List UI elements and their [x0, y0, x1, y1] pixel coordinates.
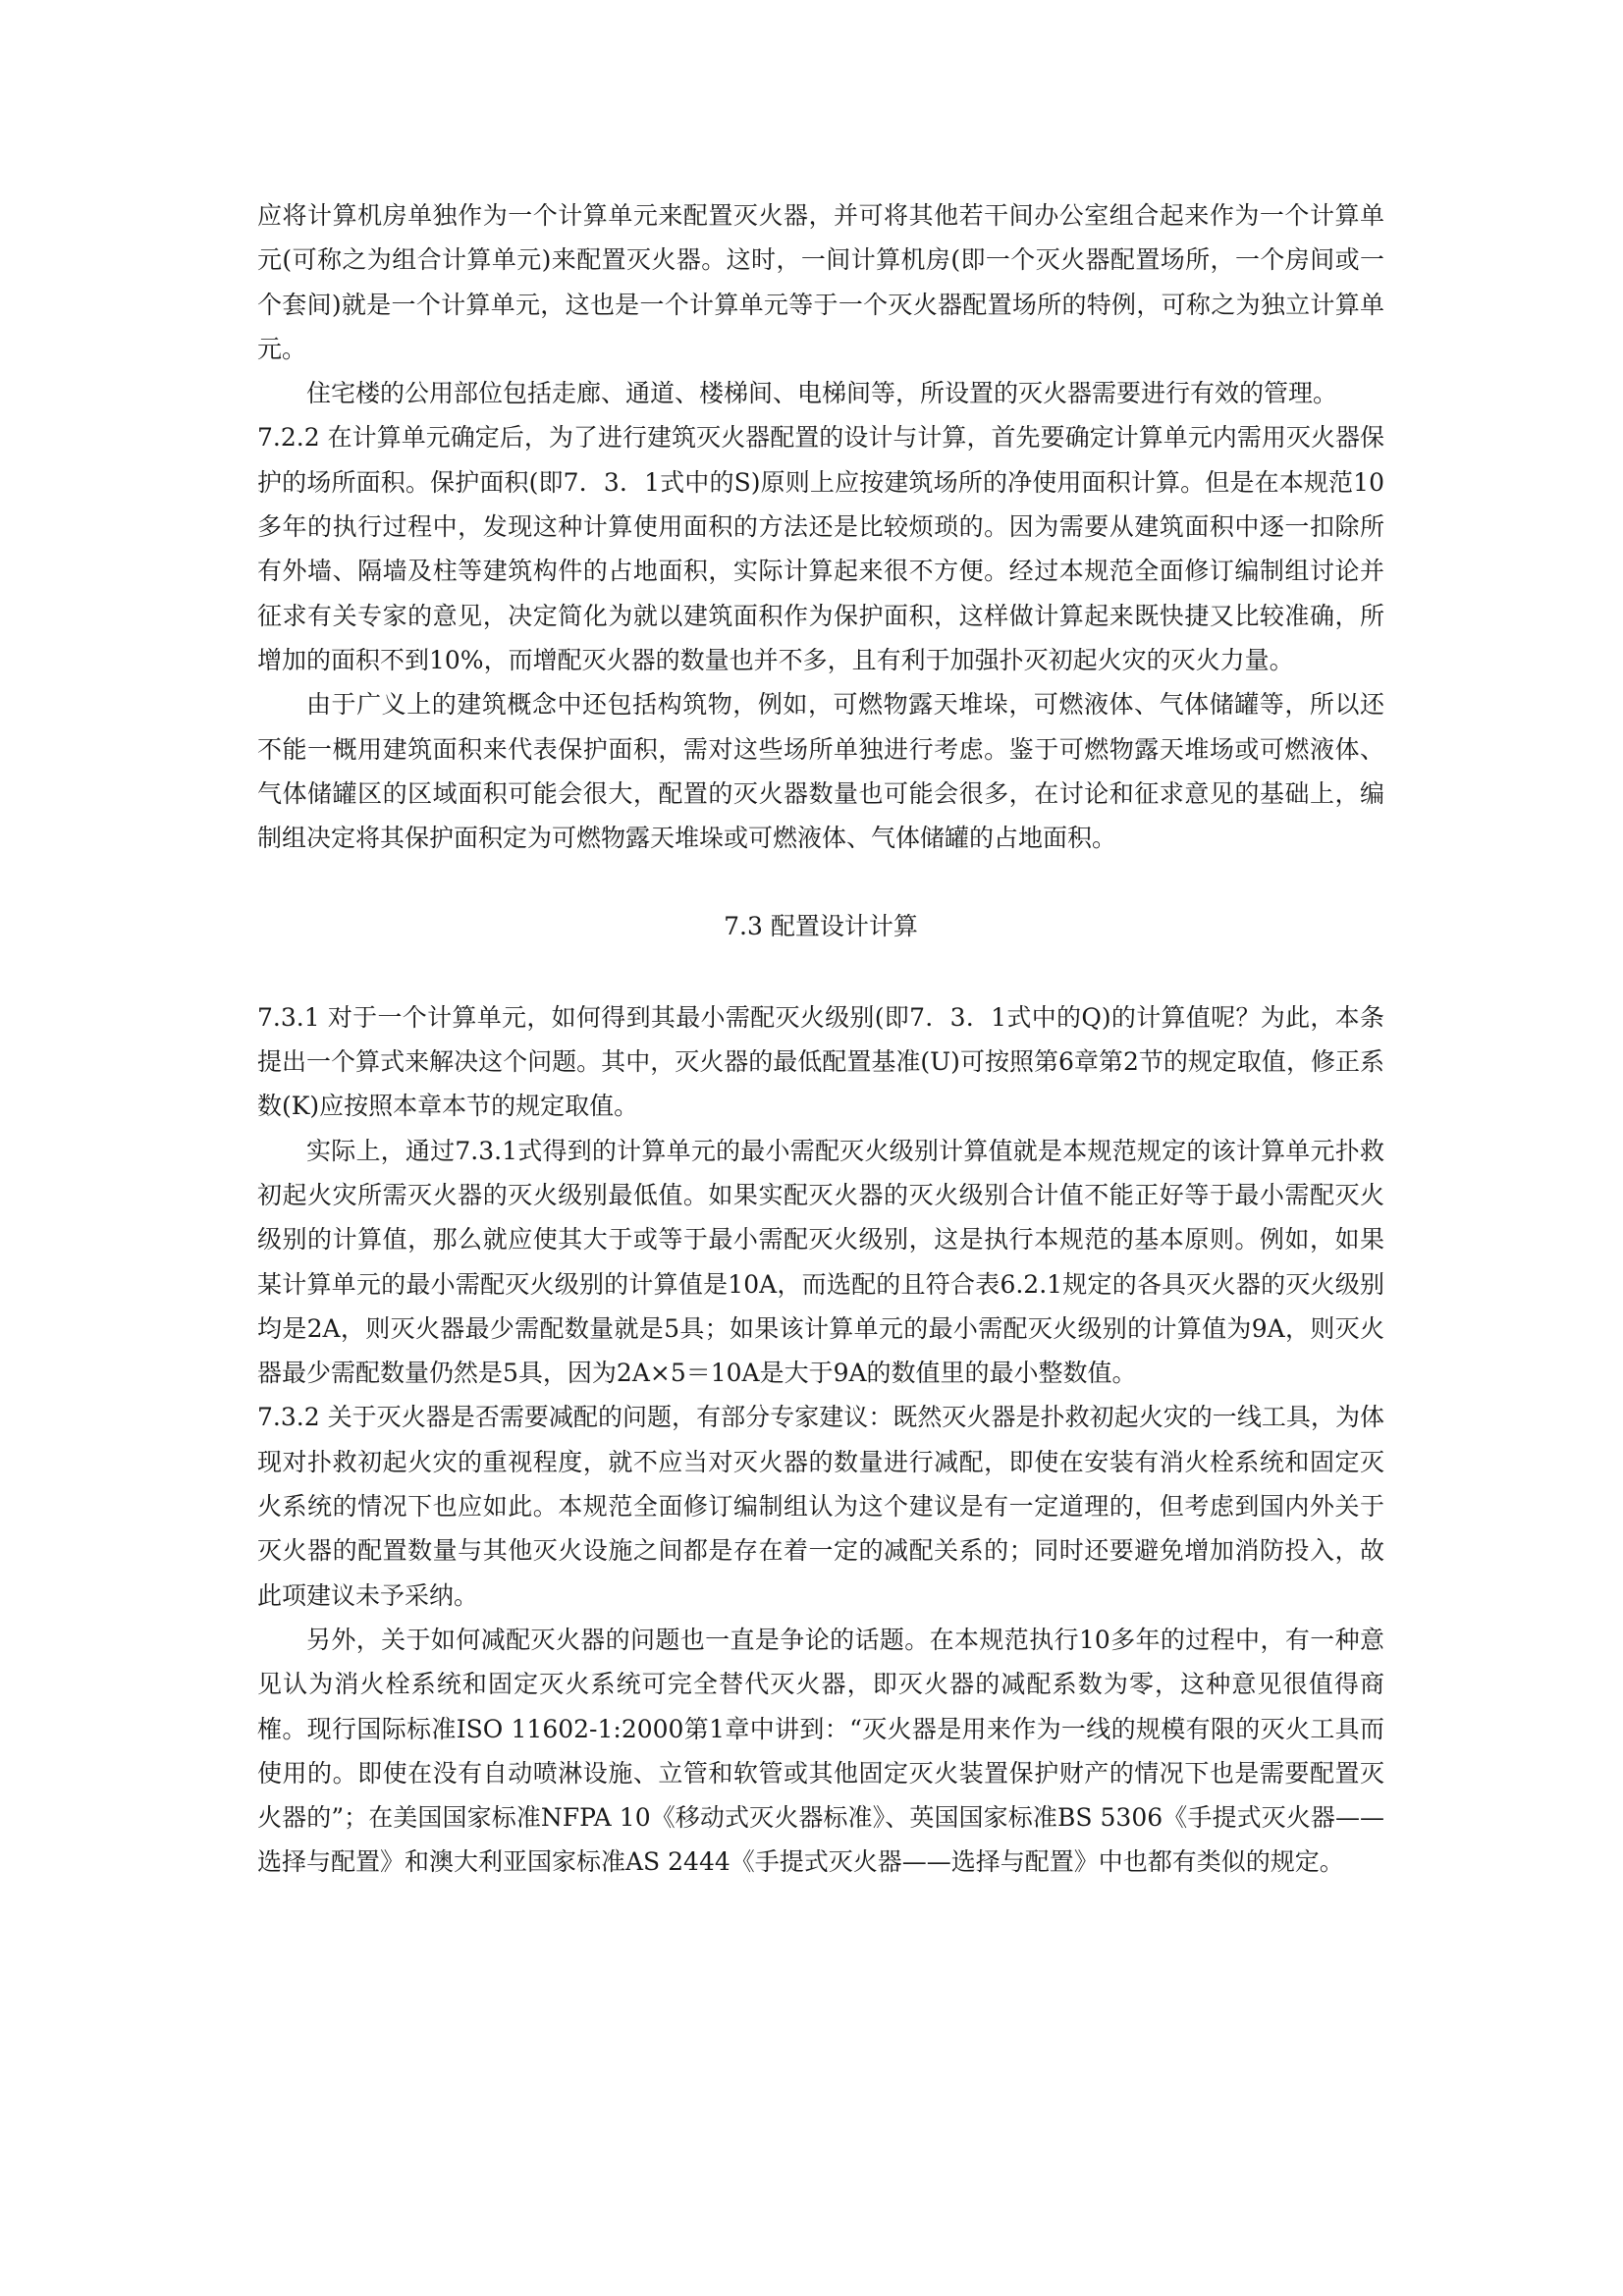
paragraph-structures-area: 由于广义上的建筑概念中还包括构筑物，例如，可燃物露天堆垛，可燃液体、气体储罐等，所以还不能一概用建筑面积来代表保护面积，需对这些场所单独进行考虑。鉴于可燃物露天堆场或可燃液体、气体储罐区的区域面积可能会很大，配置的灭火器数量也可能会很多，在讨论和征求意见的基础上，编制组决定将其保护面积定为可燃物露天堆垛或可燃液体、气体储罐的占地面积。: [257, 690, 1384, 853]
section-title-7-3: 7.3 配置设计计算: [724, 912, 918, 941]
paragraph-computer-room-unit: 应将计算机房单独作为一个计算单元来配置灭火器，并可将其他若干间办公室组合起来作为一个计算单元(可称之为组合计算单元)来配置灭火器。这时，一间计算机房(即一个灭火器配置场所，一个房间或一个套间)就是一个计算单元，这也是一个计算单元等于一个灭火器配置场所的特例，可称之为独立计算单元。: [257, 201, 1384, 363]
clause-7-3-2: 7.3.2 关于灭火器是否需要减配的问题，有部分专家建议：既然灭火器是扑救初起火灾的一线工具，为体现对扑救初起火灾的重视程度，就不应当对灭火器的数量进行减配，即使在安装有消火栓系统和固定灭火系统的情况下也应如此。本规范全面修订编制组认为这个建议是有一定道理的，但考虑到国内外关于灭火器的配置数量与其他灭火设施之间都是存在着一定的减配关系的；同时还要避免增加消防投入，故此项建议未予采纳。: [257, 1403, 1384, 1610]
document-body: [257, 193, 1384, 1885]
paragraph-minimum-rating-example: 实际上，通过7.3.1式得到的计算单元的最小需配灭火级别计算值就是本规范规定的该计算单元扑救初起火灾所需灭火器的灭火级别最低值。如果实配灭火器的灭火级别合计值不能正好等于最小需配灭火级别的计算值，那么就应使其大于或等于最小需配灭火级别，这是执行本规范的基本原则。例如，如果某计算单元的最小需配灭火级别的计算值是10A，而选配的且符合表6.2.1规定的各具灭火器的灭火级别均是2A，则灭火器最少需配数量就是5具；如果该计算单元的最小需配灭火级别的计算值为9A，则灭火器最少需配数量仍然是5具，因为2A×5＝10A是大于9A的数值里的最小整数值。: [257, 1136, 1384, 1388]
clause-7-2-2: 7.2.2 在计算单元确定后，为了进行建筑灭火器配置的设计与计算，首先要确定计算单元内需用灭火器保护的场所面积。保护面积(即7．3．1式中的S)原则上应按建筑场所的净使用面积计算。但是在本规范10多年的执行过程中，发现这种计算使用面积的方法还是比较烦琐的。因为需要从建筑面积中逐一扣除所有外墙、隔墙及柱等建筑构件的占地面积，实际计算起来很不方便。经过本规范全面修订编制组讨论并征求有关专家的意见，决定简化为就以建筑面积作为保护面积，这样做计算起来既快捷又比较准确，所增加的面积不到10%，而增配灭火器的数量也并不多，且有利于加强扑灭初起火灾的灭火力量。: [257, 423, 1384, 674]
paragraph-reduction-debate: 另外，关于如何减配灭火器的问题也一直是争论的话题。在本规范执行10多年的过程中，有一种意见认为消火栓系统和固定灭火系统可完全替代灭火器，即灭火器的减配系数为零，这种意见很值得商榷。现行国际标准ISO 11602-1:2000第1章中讲到：“灭火器是用来作为一线的规模有限的灭火工具而使用的。即使在没有自动喷淋设施、立管和软管或其他固定灭火装置保护财产的情况下也是需要配置灭火器的”；在美国国家标准NFPA 10《移动式灭火器标准》、英国国家标准BS 5306《手提式灭火器——选择与配置》和澳大利亚国家标准AS 2444《手提式灭火器——选择与配置》中也都有类似的规定。: [257, 1625, 1384, 1877]
paragraph-residential-common-areas: 住宅楼的公用部位包括走廊、通道、楼梯间、电梯间等，所设置的灭火器需要进行有效的管理。: [306, 379, 1338, 408]
clause-7-3-1: 7.3.1 对于一个计算单元，如何得到其最小需配灭火级别(即7．3．1式中的Q)的计算值呢？为此，本条提出一个算式来解决这个问题。其中，灭火器的最低配置基准(U)可按照第6章第2节的规定取值，修正系数(K)应按照本章本节的规定取值。: [257, 1002, 1384, 1121]
